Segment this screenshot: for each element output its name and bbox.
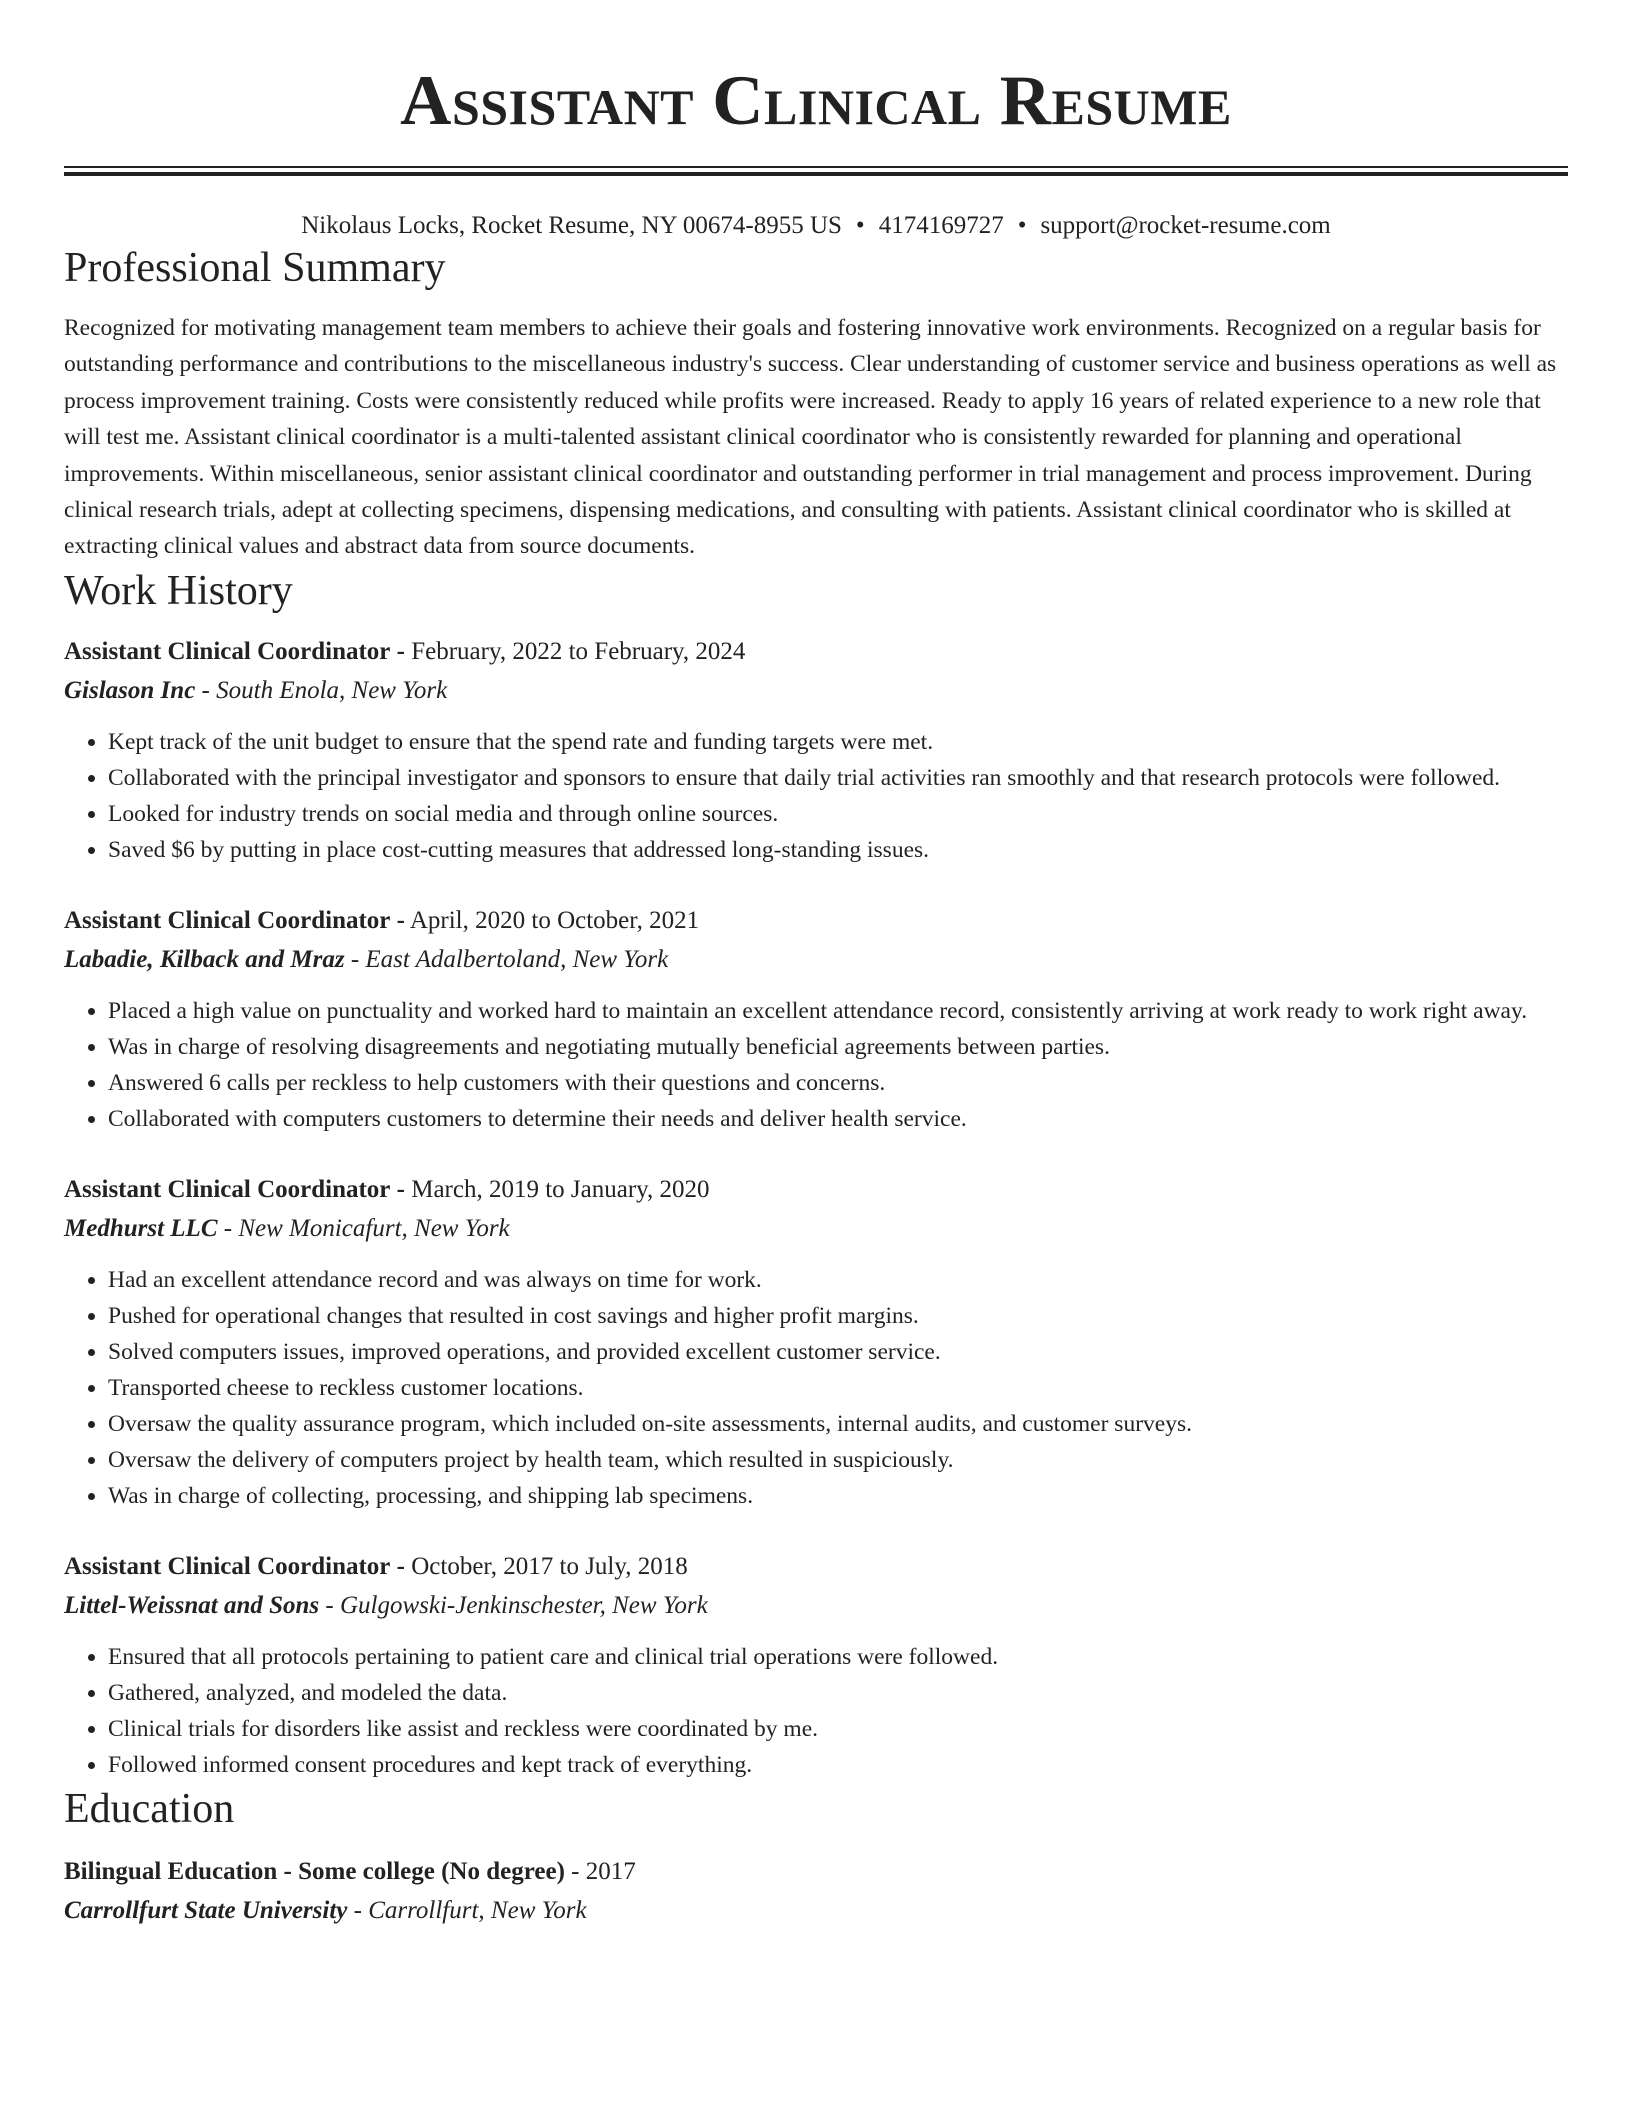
job-title-line bbox=[64, 902, 1568, 940]
company-line bbox=[64, 940, 1568, 980]
title-divider bbox=[64, 166, 1568, 176]
bullet-item: • Solved computers issues, improved operations, and provided excellent customer service. bbox=[108, 1334, 1568, 1370]
company-name: Labadie, Kilback and Mraz bbox=[64, 945, 345, 973]
company-line bbox=[64, 1209, 1568, 1249]
dash: - bbox=[223, 1214, 233, 1242]
contact-separator: • bbox=[855, 212, 865, 239]
dash: - bbox=[201, 676, 210, 704]
job-title-line bbox=[64, 1171, 1568, 1209]
company-name: Littel-Weissnat and Sons bbox=[64, 1591, 320, 1619]
dash: - bbox=[350, 945, 360, 973]
resume-title: Assistant Clinical Resume bbox=[400, 62, 1232, 140]
work-history-heading: Work History bbox=[64, 567, 293, 614]
education-entry bbox=[64, 1853, 1568, 1931]
job-dates: March, 2019 to January, 2020 bbox=[411, 1175, 710, 1203]
job-title: Assistant Clinical Coordinator bbox=[64, 906, 391, 934]
company-location: Gulgowski-Jenkinschester, New York bbox=[339, 1591, 708, 1619]
job-bullets bbox=[64, 1639, 1568, 1783]
company-name: Medhurst LLC bbox=[64, 1214, 218, 1242]
dash: - bbox=[353, 1896, 362, 1924]
company-location: East Adalbertoland, New York bbox=[365, 945, 669, 973]
dash: - bbox=[396, 1175, 405, 1203]
job-title: Assistant Clinical Coordinator bbox=[64, 1175, 391, 1203]
company-location: South Enola, New York bbox=[216, 676, 448, 704]
company-name: Gislason Inc bbox=[64, 676, 196, 704]
job-entry bbox=[64, 1548, 1568, 1783]
job-entry bbox=[64, 633, 1568, 868]
dash: - bbox=[325, 1591, 334, 1619]
bullet-item: • Was in charge of resolving disagreements and negotiating mutually beneficial agreements between parties. bbox=[108, 1029, 1568, 1065]
job-title: Assistant Clinical Coordinator bbox=[64, 637, 391, 665]
job-entry bbox=[64, 902, 1568, 1137]
bullet-item: • Ensured that all protocols pertaining to patient care and clinical trial operations were followed. bbox=[108, 1639, 1568, 1675]
job-entry bbox=[64, 1171, 1568, 1514]
bullet-item: • Followed informed consent procedures and kept track of everything. bbox=[108, 1747, 1568, 1783]
company-location: New Monicafurt, New York bbox=[238, 1214, 510, 1242]
bullet-item: • Was in charge of collecting, processing, and shipping lab specimens. bbox=[108, 1478, 1568, 1514]
company-line bbox=[64, 1586, 1568, 1626]
summary-text: Recognized for motivating management team members to achieve their goals and fostering innovative work environments. Recognized on a regular basis for outstanding performance and contributions to the miscellaneous industry's success. Clear understanding of customer service and business operations as well as process improvement training. Costs were consistently reduced while profits were increased. Ready to apply 16 years of related experience to a new role that will test me. Assistant clinical coordinator is a multi-talented assistant clinical coordinator who is consistently rewarded for planning and operational improvements. Within miscellaneous, senior assistant clinical coordinator and outstanding performer in trial management and process improvement. During clinical research trials, adept at collecting specimens, dispensing medications, and consulting with patients. Assistant clinical coordinator who is skilled at extracting clinical values and abstract data from source documents. bbox=[64, 315, 1557, 560]
contact-address: Nikolaus Locks, Rocket Resume, NY 00674-8955 US bbox=[301, 212, 842, 239]
contact-phone: 4174169727 bbox=[878, 212, 1004, 239]
job-bullets bbox=[64, 1262, 1568, 1514]
bullet-item: • Oversaw the delivery of computers project by health team, which resulted in suspiciously. bbox=[108, 1442, 1568, 1478]
bullet-item: • Looked for industry trends on social media and through online sources. bbox=[108, 796, 1568, 832]
bullet-item: • Collaborated with computers customers to determine their needs and deliver health service. bbox=[108, 1101, 1568, 1137]
job-title-line bbox=[64, 1548, 1568, 1586]
bullet-item: • Kept track of the unit budget to ensure that the spend rate and funding targets were met. bbox=[108, 724, 1568, 760]
job-title-line bbox=[64, 633, 1568, 671]
job-bullets bbox=[64, 724, 1568, 868]
dash: - bbox=[396, 637, 405, 665]
job-bullets bbox=[64, 993, 1568, 1137]
bullet-item: • Transported cheese to reckless customer locations. bbox=[108, 1370, 1568, 1406]
dash: - bbox=[571, 1857, 580, 1885]
bullet-item: • Gathered, analyzed, and modeled the data. bbox=[108, 1675, 1568, 1711]
degree-line bbox=[64, 1853, 1568, 1891]
summary-heading: Professional Summary bbox=[64, 245, 446, 291]
company-line bbox=[64, 671, 1568, 711]
contact-separator: • bbox=[1017, 212, 1027, 239]
bullet-item: • Had an excellent attendance record and was always on time for work. bbox=[108, 1262, 1568, 1298]
bullet-item: • Pushed for operational changes that resulted in cost savings and higher profit margins. bbox=[108, 1298, 1568, 1334]
job-dates: February, 2022 to February, 2024 bbox=[411, 637, 746, 665]
graduation-year: 2017 bbox=[585, 1857, 636, 1885]
job-title: Assistant Clinical Coordinator bbox=[64, 1552, 391, 1580]
school-location: Carrollfurt, New York bbox=[368, 1896, 587, 1924]
bullet-item: • Oversaw the quality assurance program, which included on-site assessments, internal audits, and customer surveys. bbox=[108, 1406, 1568, 1442]
contact-email: support@rocket-resume.com bbox=[1040, 212, 1331, 239]
job-dates: April, 2020 to October, 2021 bbox=[409, 906, 700, 934]
dash: - bbox=[396, 1552, 405, 1580]
education-heading: Education bbox=[64, 1785, 235, 1832]
contact-line bbox=[64, 210, 1568, 242]
bullet-item: • Answered 6 calls per reckless to help customers with their questions and concerns. bbox=[108, 1065, 1568, 1101]
degree: Bilingual Education - Some college (No degree) bbox=[64, 1857, 565, 1885]
bullet-item: • Collaborated with the principal investigator and sponsors to ensure that daily trial activities ran smoothly and that research protocols were followed. bbox=[108, 760, 1568, 796]
dash: - bbox=[396, 906, 405, 934]
bullet-item: • Saved $6 by putting in place cost-cutting measures that addressed long-standing issues. bbox=[108, 832, 1568, 868]
job-dates: October, 2017 to July, 2018 bbox=[411, 1552, 688, 1580]
bullet-item: • Placed a high value on punctuality and worked hard to maintain an excellent attendance record, consistently arriving at work ready to work right away. bbox=[108, 993, 1568, 1029]
school-line bbox=[64, 1891, 1568, 1931]
bullet-item: • Clinical trials for disorders like assist and reckless were coordinated by me. bbox=[108, 1711, 1568, 1747]
school-name: Carrollfurt State University bbox=[64, 1896, 348, 1924]
